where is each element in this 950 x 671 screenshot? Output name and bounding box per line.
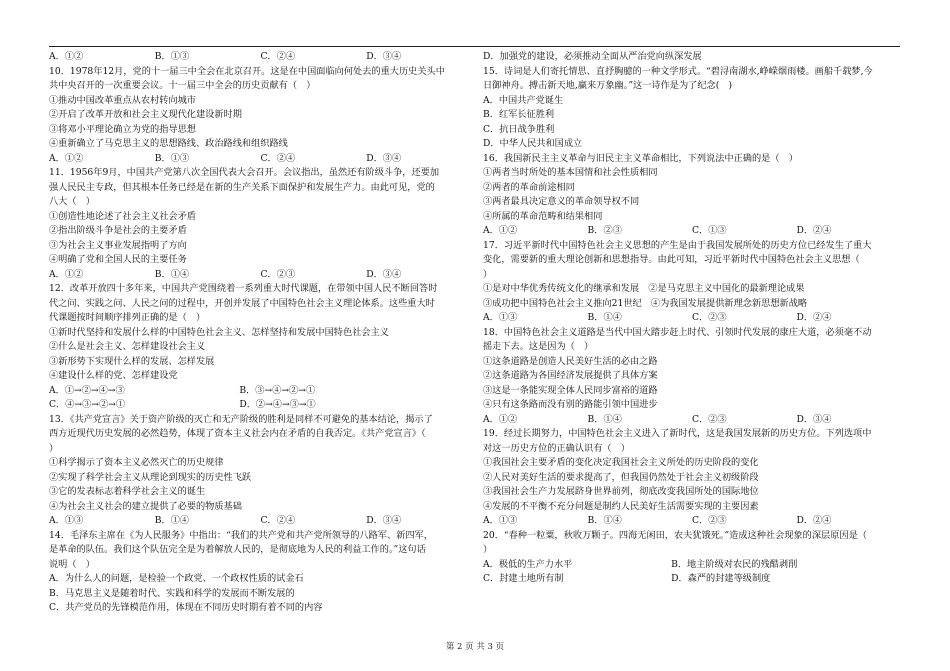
question-15 [483, 65, 901, 152]
question-13 [49, 413, 472, 529]
q14-option-d[interactable]: D．加强党的建设，必须推动全面从严治党向纵深发展 [483, 51, 702, 62]
q12-stem-1: 12．改革开放四十多年来，中国共产党围绕着一系列重大时代课题，在带领中国人民不断回答时 [49, 283, 438, 294]
q18-option-a[interactable]: A．①② [483, 413, 518, 425]
question-20 [483, 529, 901, 587]
q14-option-a[interactable]: A．为什么人的问题，是检验一个政党、一个政权性质的试金石 [49, 573, 304, 584]
q17-option-a[interactable]: A．①③ [483, 312, 518, 323]
q16-stem-1: 16．我国新民主主义革命与旧民主主义革命相比，下列说法中正确的是（ ） [483, 152, 798, 164]
q19-options [483, 514, 901, 529]
q20-option-c[interactable]: C．封建土地所有制 [483, 573, 564, 584]
q20-options-row-1 [483, 558, 901, 573]
q18-stem-1: 18．中国特色社会主义道路是当代中国大踏步赶上时代、引领时代发展的康庄大道，必须毫不动 [483, 326, 872, 338]
q10-option-a[interactable]: A．①② [49, 152, 84, 164]
q12-item-4: ④建设什么样的党、怎样建设党 [49, 370, 178, 381]
q9-options [49, 50, 472, 65]
q16-option-c[interactable]: C．①③ [692, 225, 727, 236]
q10-item-1: ①推动中国改革重点从农村转向城市 [49, 94, 196, 106]
q9-option-b[interactable]: B．①③ [154, 51, 190, 62]
q16-option-a[interactable]: A．①② [483, 225, 518, 236]
q19-item-3: ③我国社会生产力发展跻身世界前列，彻底改变我国所处的国际地位 [483, 486, 759, 497]
q11-item-1: ①创造性地论述了社会主义社会矛盾 [49, 210, 196, 222]
q18-item-3: ③这是一条能实现全体人民同步富裕的道路 [483, 384, 658, 396]
q15-option-a[interactable]: A．中国共产党诞生 [483, 94, 564, 106]
q11-stem-2: 强人民民主专政，但其根本任务已经是在新的生产关系下面保护和发展生产力。由此可见，党的 [49, 181, 435, 193]
q18-item-1: ①这条道路是创造人民美好生活的必由之路 [483, 355, 658, 367]
q12-stem-3: 代课题按时间顺序排列正确的是（ ） [49, 312, 206, 323]
right-column [483, 50, 901, 587]
q19-item-1: ①我国社会主要矛盾的变化决定我国社会主义所处的历史阶段的变化 [483, 457, 759, 468]
q19-item-2: ②人民对美好生活的要求提高了，但我国仍然处于社会主义初级阶段 [483, 471, 759, 483]
q12-options-row-2 [49, 398, 472, 413]
question-19 [483, 427, 901, 529]
q19-option-b[interactable]: B．①④ [587, 515, 622, 526]
q13-item-3: ③它的发表标志着科学社会主义的诞生 [49, 486, 206, 497]
q17-option-b[interactable]: B．①④ [587, 312, 622, 323]
q12-option-c[interactable]: C．④→③→②→① [49, 399, 126, 410]
q10-stem-1: 10．1978年12月，党的十一届三中全会在北京召开。这是在中国面临向何处去的重大历史关头中 [49, 65, 445, 77]
q10-option-b[interactable]: B．①③ [154, 152, 190, 164]
q13-option-b[interactable]: B．①④ [154, 515, 190, 526]
q11-option-c[interactable]: C．②③ [260, 268, 296, 280]
q10-item-4: ④重新确立了马克思主义的思想路线、政治路线和组织路线 [49, 138, 288, 149]
question-17 [483, 239, 901, 326]
q13-stem-1: 13．《共产党宣言》关于资产阶级的灭亡和无产阶级的胜利是同样不可避免的基本结论，揭示了 [49, 413, 433, 425]
q16-options [483, 224, 901, 239]
q15-option-c[interactable]: C．抗日战争胜利 [483, 123, 555, 135]
question-16 [483, 152, 901, 239]
q12-item-3: ③新形势下实现什么样的发展、怎样发展 [49, 355, 215, 367]
q16-item-3: ③两者最具决定意义的革命领导权不同 [483, 196, 640, 207]
q16-item-1: ①两者当时所处的基本国情和社会性质相同 [483, 167, 658, 178]
left-column [49, 50, 472, 616]
question-18 [483, 326, 901, 428]
question-14 [49, 529, 472, 616]
question-10 [49, 65, 472, 167]
q10-item-2: ②开启了改革开放和社会主义现代化建设新时期 [49, 109, 242, 120]
q12-option-b[interactable]: B．③→④→②→① [239, 384, 316, 396]
q20-option-d[interactable]: D．森严的封建等级制度 [671, 573, 771, 584]
q11-item-3: ③为社会主义事业发展指明了方向 [49, 239, 187, 251]
question-12 [49, 282, 472, 413]
q10-stem-2: 共中央召开的一次重要会议。十一届三中全会的历史贡献有（ ） [49, 80, 316, 91]
q15-stem-1: 15．诗词是人们寄托情思、直抒胸臆的一种文学形式。“碧浔南湖水,峥嵘烟雨楼。画船千载梦,今 [483, 65, 873, 77]
q17-item-1: ①是对中华优秀传统文化的继承和发展 ②是马克思主义中国化的最新理论成果 [483, 283, 805, 294]
q17-option-c[interactable]: C．②③ [692, 312, 727, 323]
q15-option-b[interactable]: B．红军长征胜利 [483, 109, 555, 120]
q11-option-a[interactable]: A．①② [49, 268, 84, 280]
q20-options-row-2 [483, 572, 901, 587]
q9-option-c[interactable]: C．②④ [260, 51, 296, 62]
q11-options [49, 268, 472, 283]
q16-option-d[interactable]: D．②④ [796, 225, 832, 236]
q10-option-d[interactable]: D．③④ [366, 152, 402, 164]
q16-item-2: ②两者的革命前途相同 [483, 181, 575, 193]
q15-option-d[interactable]: D．中华人民共和国成立 [483, 138, 583, 149]
header-rule [49, 46, 900, 47]
q20-option-b[interactable]: B．地主阶级对农民的残酷剥削 [671, 558, 798, 570]
q13-option-c[interactable]: C．②④ [260, 515, 296, 526]
q12-stem-2: 代之问、实践之问、人民之问的过程中，开创并发展了中国特色社会主义理论体系。这些重大时 [49, 297, 435, 309]
q14-option-b[interactable]: B．马克思主义是随着时代、实践和科学的发展而不断发展的 [49, 587, 295, 599]
q11-item-4: ④明确了党和全国人民的主要任务 [49, 254, 187, 265]
q10-option-c[interactable]: C．②④ [260, 152, 296, 164]
q19-option-a[interactable]: A．①③ [483, 515, 518, 526]
q10-options [49, 152, 472, 167]
q13-item-2: ②实现了科学社会主义从理论到现实的历史性飞跃 [49, 471, 252, 483]
q18-item-4: ④只有这条路而没有别的路能引领中国进步 [483, 399, 658, 410]
q11-item-2: ②指出阶级斗争是社会的主要矛盾 [49, 225, 187, 236]
q20-stem-2: ） [483, 544, 493, 555]
page-number: 第 2 页 共 3 页 [445, 642, 505, 652]
q13-option-a[interactable]: A．①③ [49, 515, 84, 526]
q18-options [483, 413, 901, 428]
q20-stem-1: 20．“春种一粒粟，秋收万颗子。四海无闲田，农夫犹饿死。”造成这种社会现象的深层原因是（ [483, 529, 867, 541]
q11-stem-3: 八大（ ） [49, 196, 95, 207]
q12-item-1: ①新时代坚持和发展什么样的中国特色社会主义、怎样坚持和发展中国特色社会主义 [49, 326, 389, 338]
q11-option-d[interactable]: D．③④ [366, 268, 402, 280]
q11-stem-1: 11．1956年9月，中国共产党第八次全国代表大会召开。会议指出，虽然还有阶级斗争，还要加 [49, 167, 440, 178]
q13-options [49, 514, 472, 529]
q12-options-row-1 [49, 384, 472, 399]
q14-option-c[interactable]: C．共产党员的先锋模范作用，体现在不同历史时期有着不同的内容 [49, 602, 323, 613]
q17-stem-1: 17．习近平新时代中国特色社会主义思想的产生是由于我国发展所处的历史方位已经发生了重大 [483, 239, 872, 251]
q12-option-d[interactable]: D．②→④→③→① [239, 399, 316, 410]
q15-stem-2: 日御神舟。搏击新天地,赢来万象幽。”这一诗作是为了纪念( ) [483, 80, 733, 91]
q18-option-d[interactable]: D．③④ [796, 413, 832, 425]
q10-item-3: ③将邓小平理论确立为党的指导思想 [49, 123, 196, 135]
q14-stem-2: 是革命的队伍。我们这个队伍完全是为着解放人民的，是彻底地为人民的利益工作的。”这句话 [49, 544, 426, 555]
q19-item-4: ④发展的不平衡不充分问题是制约人民美好生活需要实现的主要因素 [483, 500, 759, 512]
q16-item-4: ④所属的革命范畴和结果相同 [483, 210, 603, 222]
q17-item-2: ③成功把中国特色社会主义推向21世纪 ④为我国发展提供新理念新思想新战略 [483, 297, 808, 309]
q17-stem-2: 变化，需要新的重大理论创新和思想指导。由此可知，习近平新时代中国特色社会主义思想（ [483, 254, 860, 265]
q16-option-b[interactable]: B．②③ [587, 225, 622, 236]
q18-option-c[interactable]: C．②③ [692, 413, 727, 425]
q17-stem-3: ） [483, 268, 493, 280]
q13-stem-2: 西方近现代历史发展的必然趋势，体现了资本主义社会内在矛盾的自我否定。《共产党宣言》（ [49, 428, 426, 439]
q13-item-1: ①科学揭示了资本主义必然灭亡的历史规律 [49, 457, 224, 468]
q11-option-b[interactable]: B．①④ [154, 268, 190, 280]
q18-option-b[interactable]: B．①④ [587, 413, 622, 425]
q18-stem-2: 摇走下去。这是因为（ ） [483, 341, 594, 352]
q19-stem-2: 对这一历史方位的正确认识有（ ） [483, 442, 630, 454]
q20-option-a[interactable]: A．极低的生产力水平 [483, 558, 573, 570]
q12-item-2: ②什么是社会主义、怎样建设社会主义 [49, 341, 206, 352]
q19-option-c[interactable]: C．②③ [692, 515, 727, 526]
q12-option-a[interactable]: A．①→②→④→③ [49, 384, 125, 396]
q9-option-d[interactable]: D．③④ [366, 51, 402, 62]
q14-stem-1: 14．毛泽东主席在《为人民服务》中指出：“我们的共产党和共产党所领导的八路军、新四军， [49, 529, 433, 541]
q17-option-d[interactable]: D．②④ [796, 312, 832, 323]
q13-stem-3: ） [49, 442, 59, 454]
q19-stem-1: 19．经过长期努力，中国特色社会主义进入了新时代，这是我国发展新的历史方位。下列选项中 [483, 428, 872, 439]
q13-item-4: ④为社会主义社会的建立提供了必要的物质基础 [49, 500, 242, 512]
q13-option-d[interactable]: D．③④ [366, 515, 402, 526]
q19-option-d[interactable]: D．②④ [796, 515, 832, 526]
q18-item-2: ②这条道路为各国经济发展提供了具体方案 [483, 370, 658, 381]
q14-stem-3: 说明（ ） [49, 558, 95, 570]
q17-options [483, 311, 901, 326]
q9-option-a[interactable]: A．①② [49, 51, 84, 62]
question-11 [49, 166, 472, 282]
